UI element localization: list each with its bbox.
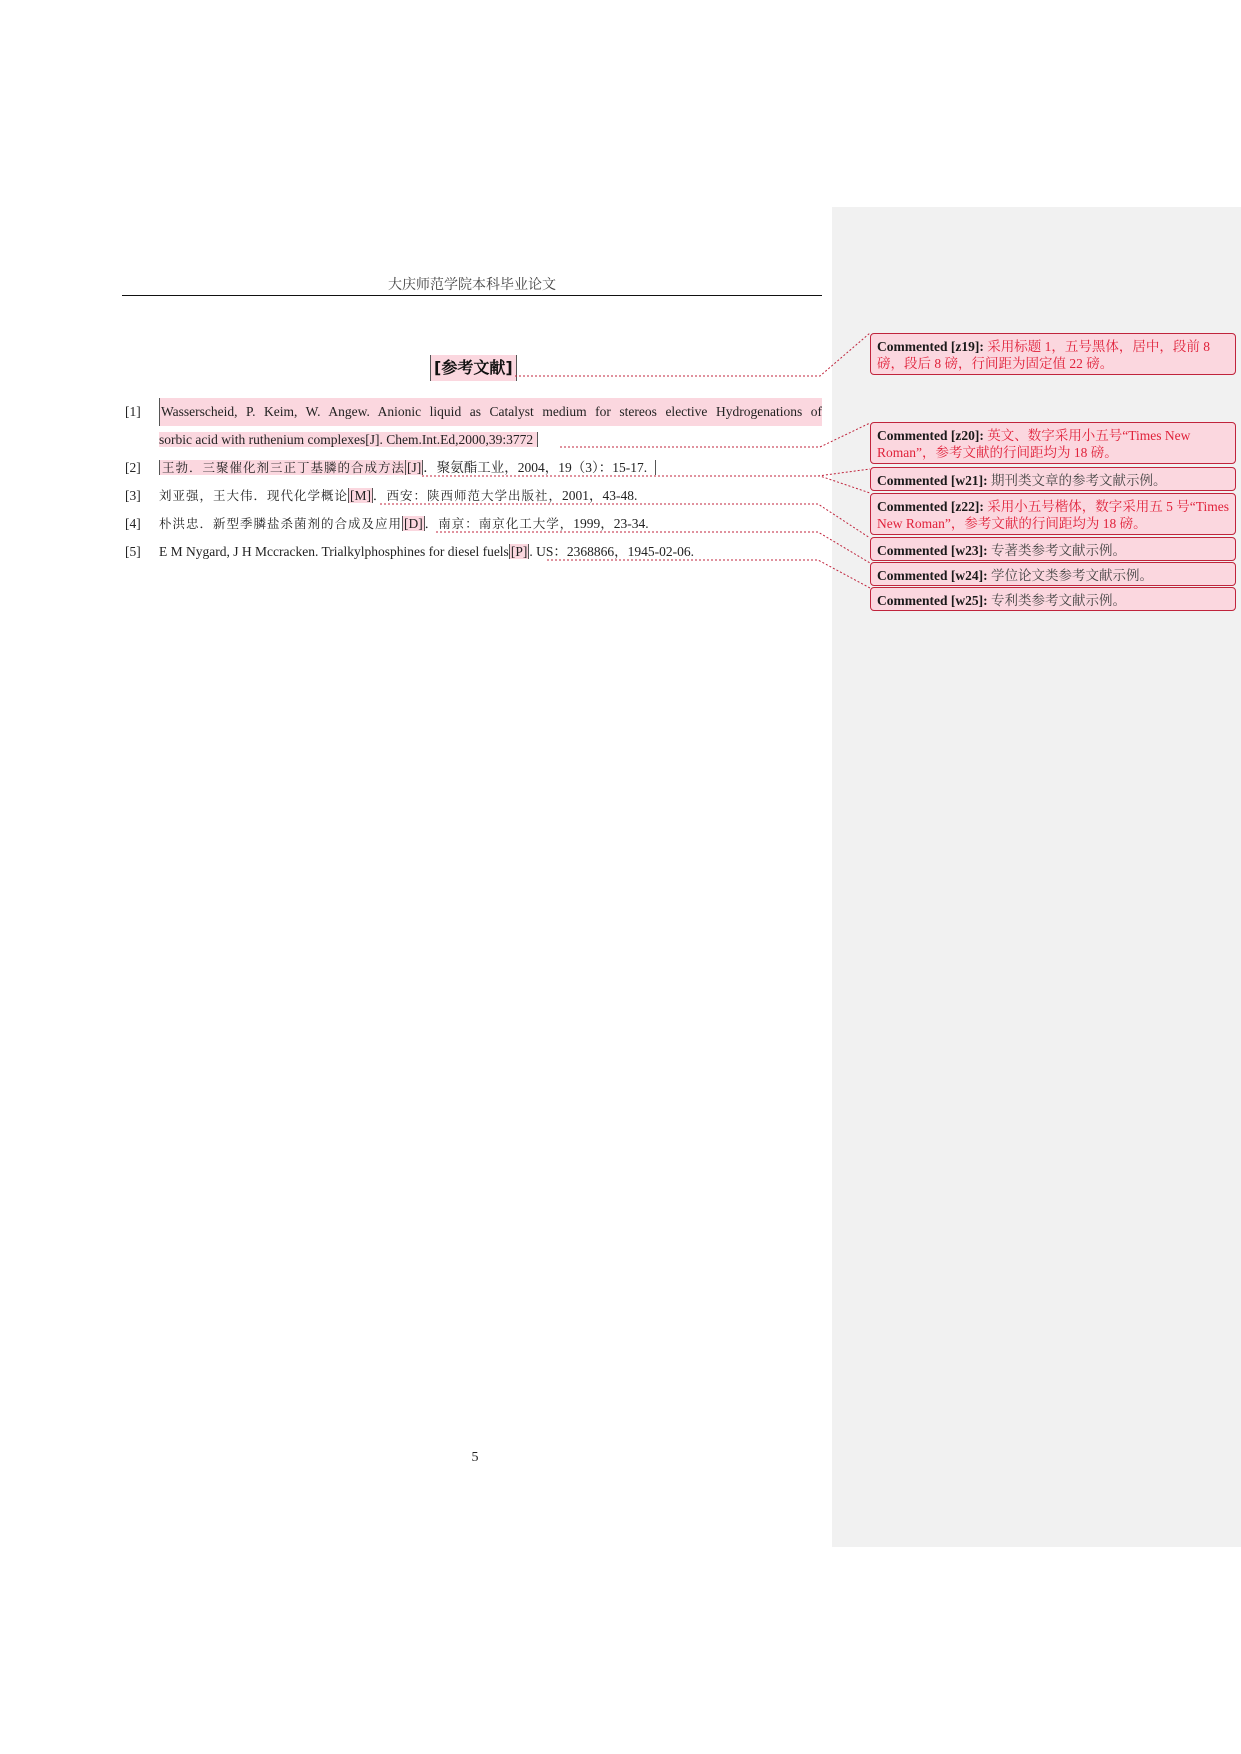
text-cursor bbox=[655, 460, 656, 475]
comment-label: Commented [w24]: bbox=[877, 568, 988, 583]
reference-body bbox=[159, 510, 822, 538]
reference-number: [2] bbox=[125, 460, 141, 475]
comment-w25[interactable] bbox=[870, 587, 1236, 611]
reference-source: 1999，23-34. bbox=[573, 516, 649, 531]
comment-label: Commented [z22]: bbox=[877, 499, 984, 514]
reference-publisher-cn: ．南京：南京化工大学， bbox=[424, 516, 574, 531]
comment-w21[interactable] bbox=[870, 467, 1236, 491]
leader-z19 bbox=[515, 333, 870, 376]
reference-number: [3] bbox=[125, 488, 141, 503]
comment-z19[interactable] bbox=[870, 333, 1236, 375]
reference-source: . US：2368866，1945-02-06. bbox=[529, 544, 694, 559]
reference-number: [1] bbox=[125, 404, 141, 419]
page-number: 5 bbox=[471, 1450, 479, 1465]
comment-label: Commented [w25]: bbox=[877, 593, 988, 608]
reference-publisher-cn: ．西安：陕西师范大学出版社， bbox=[373, 488, 563, 503]
comment-text: 专利类参考文献示例。 bbox=[990, 593, 1126, 608]
reference-title-cn: 朴洪忠．新型季膦盐杀菌剂的合成及应用 bbox=[159, 516, 403, 531]
reference-source: ．聚氨酯工业，2004，19（3）：15-17. bbox=[423, 460, 648, 475]
comment-text: 英文、数字采用小五号“Times New Roman”，参考文献的行间距均为 18 磅。 bbox=[877, 428, 1191, 460]
doc-type-tag: [D] bbox=[404, 516, 423, 531]
reference-text-line-2: sorbic acid with ruthenium complexes[J]. Chem.Int.Ed,2000,39:3772 bbox=[159, 432, 538, 447]
comments-pane bbox=[832, 207, 1241, 1547]
header-rule bbox=[122, 295, 822, 296]
reference-title-cn: 王勃．三聚催化剂三正丁基膦的合成方法 bbox=[159, 460, 405, 475]
reference-title: E M Nygard, J H Mccracken. Trialkylphosphines for diesel fuels bbox=[159, 544, 509, 559]
reference-number: [5] bbox=[125, 544, 141, 559]
page-header: 大庆师范学院本科毕业论文 bbox=[388, 278, 556, 293]
reference-number: [4] bbox=[125, 516, 141, 531]
doc-type-tag: [P] bbox=[510, 544, 528, 559]
reference-body bbox=[159, 538, 822, 566]
comment-text: 采用标题 1，五号黑体，居中，段前 8 磅，段后 8 磅，行间距为固定值 22 磅。 bbox=[877, 339, 1210, 371]
comment-label: Commented [z19]: bbox=[877, 339, 984, 354]
reference-line-2-wrap bbox=[159, 426, 822, 454]
doc-type-tag: [J] bbox=[407, 460, 422, 475]
comment-text: 学位论文类参考文献示例。 bbox=[990, 568, 1153, 583]
comment-label: Commented [w23]: bbox=[877, 543, 988, 558]
comment-w23[interactable] bbox=[870, 537, 1236, 561]
comment-text: 采用小五号楷体，数字采用五 5 号“Times New Roman”，参考文献的行间距均为 18 磅。 bbox=[877, 499, 1229, 531]
comment-w24[interactable] bbox=[870, 562, 1236, 586]
reference-source: 2001，43-48. bbox=[562, 488, 638, 503]
reference-body bbox=[159, 454, 822, 482]
references-heading[interactable]: [参考文献] bbox=[430, 355, 517, 381]
doc-type-tag: [M] bbox=[350, 488, 372, 503]
reference-title-cn: 刘亚强，王大伟．现代化学概论 bbox=[159, 488, 349, 503]
comment-text: 专著类参考文献示例。 bbox=[990, 543, 1126, 558]
comment-z22[interactable] bbox=[870, 493, 1236, 535]
comment-label: Commented [w21]: bbox=[877, 473, 988, 488]
comment-z20[interactable] bbox=[870, 422, 1236, 464]
reference-body bbox=[159, 482, 822, 510]
comment-label: Commented [z20]: bbox=[877, 428, 984, 443]
references-heading-text: 参考文献 bbox=[441, 358, 506, 377]
comment-text: 期刊类文章的参考文献示例。 bbox=[990, 473, 1167, 488]
reference-text-line-1: Wasserscheid, P. Keim, W. Angew. Anionic liquid as Catalyst medium for stereos elective Hydrogenations of bbox=[159, 398, 822, 426]
